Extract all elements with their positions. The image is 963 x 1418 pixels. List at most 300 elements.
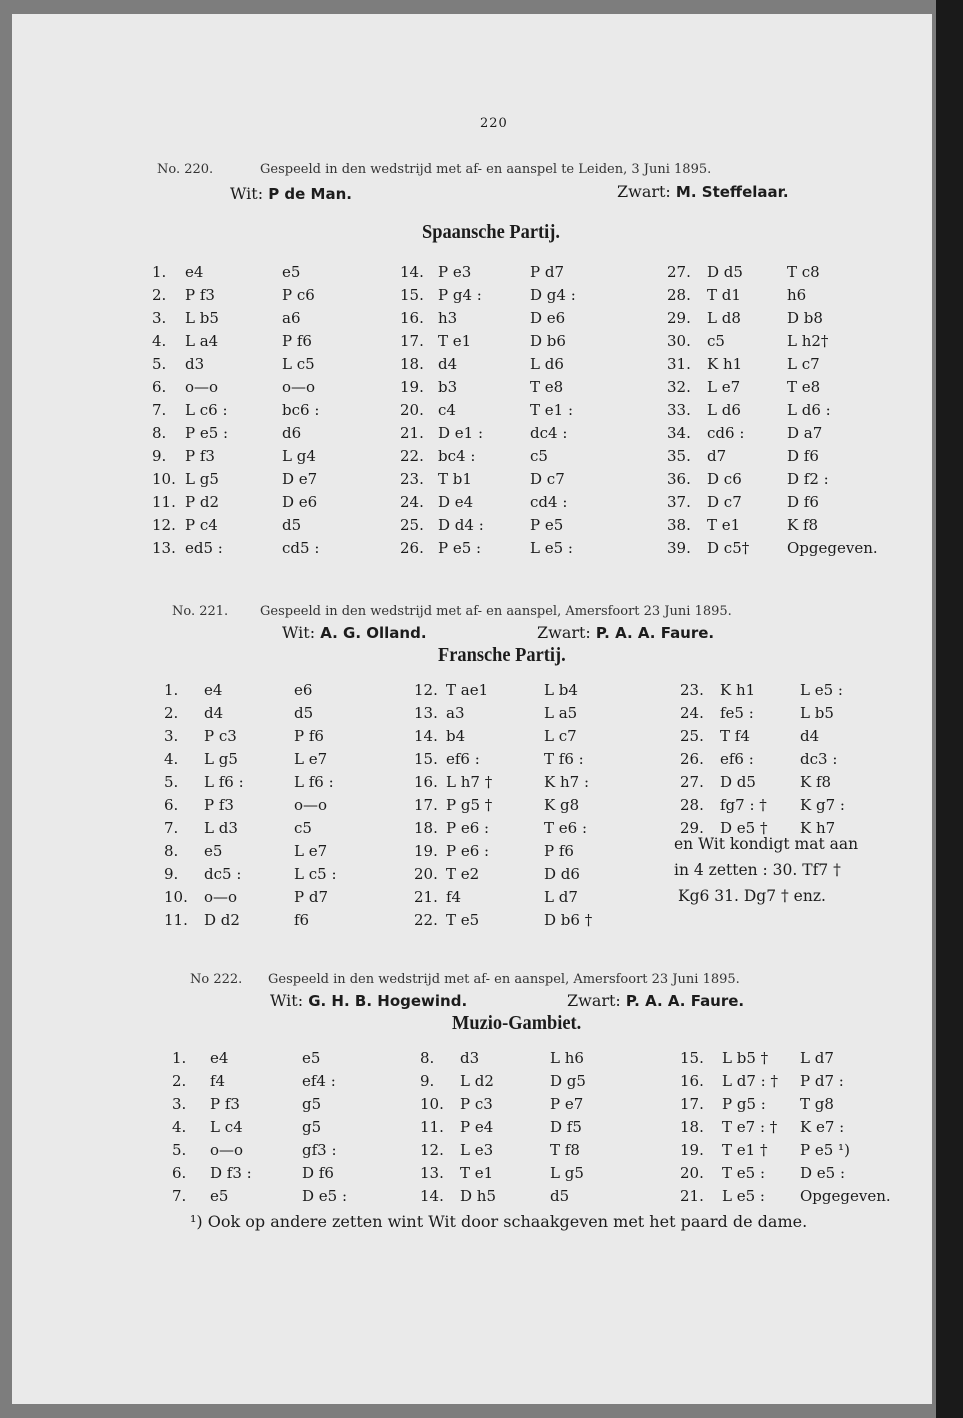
move-row	[414, 794, 644, 817]
game-number: No. 221.	[172, 604, 229, 619]
white-label: Wit:	[282, 623, 316, 642]
move-row	[680, 1070, 910, 1093]
game-number: No. 220.	[157, 162, 214, 177]
black-move: L a5	[544, 704, 578, 722]
move-row	[420, 1116, 650, 1139]
black-move: cd4 :	[530, 493, 568, 511]
black-move: d5	[294, 704, 314, 722]
move-row	[172, 1116, 402, 1139]
move-row	[152, 261, 382, 284]
white-move: e5	[210, 1187, 229, 1205]
move-row	[414, 863, 644, 886]
move-number: 19.	[414, 842, 438, 860]
white-move: a3	[446, 704, 465, 722]
white-move: f4	[210, 1072, 226, 1090]
black-move: L c5	[282, 355, 315, 373]
move-row	[152, 399, 382, 422]
move-number: 6.	[172, 1164, 187, 1182]
move-row	[680, 1185, 910, 1208]
move-row	[164, 725, 394, 748]
white-move: ed5 :	[185, 539, 223, 557]
white-move: P f3	[204, 796, 234, 814]
black-name: P. A. A. Faure.	[595, 624, 715, 642]
white-move: L d7 : †	[722, 1072, 778, 1090]
opening-title: Fransche Partij.	[438, 644, 566, 666]
black-player	[567, 991, 744, 1010]
move-number: 3.	[164, 727, 179, 745]
move-row	[400, 376, 630, 399]
black-move: L e5 :	[530, 539, 573, 557]
move-row	[400, 284, 630, 307]
white-move: o—o	[204, 888, 238, 906]
move-number: 2.	[164, 704, 179, 722]
move-number: 22.	[400, 447, 424, 465]
white-move: L c4	[210, 1118, 243, 1136]
move-number: 19.	[680, 1141, 704, 1159]
white-move: L d6	[707, 401, 741, 419]
move-row	[667, 353, 897, 376]
black-move: L c7	[544, 727, 577, 745]
move-number: 16.	[680, 1072, 704, 1090]
move-number: 22.	[414, 911, 438, 929]
move-row	[680, 725, 910, 748]
black-move: K f8	[800, 773, 832, 791]
white-move: d7	[707, 447, 727, 465]
white-move: P e6 :	[446, 819, 490, 837]
move-number: 3.	[172, 1095, 187, 1113]
move-number: 35.	[667, 447, 691, 465]
move-number: 26.	[680, 750, 704, 768]
move-number: 16.	[400, 309, 424, 327]
black-move: D c7	[530, 470, 565, 488]
move-number: 14.	[414, 727, 438, 745]
move-row	[172, 1093, 402, 1116]
black-move: L c7	[787, 355, 820, 373]
white-move: T e7 : †	[722, 1118, 778, 1136]
white-move: P g5 †	[446, 796, 493, 814]
move-row	[667, 376, 897, 399]
move-number: 1.	[164, 681, 179, 699]
white-move: L b5	[185, 309, 219, 327]
black-move: D g5	[550, 1072, 586, 1090]
white-move: P e3	[438, 263, 472, 281]
book-page	[12, 14, 932, 1404]
white-move: h3	[438, 309, 458, 327]
black-move: T e8	[530, 378, 564, 396]
black-move: o—o	[294, 796, 328, 814]
white-move: D e4	[438, 493, 474, 511]
move-number: 6.	[152, 378, 167, 396]
move-number: 23.	[400, 470, 424, 488]
move-row	[420, 1162, 650, 1185]
black-move: P c6	[282, 286, 315, 304]
white-move: T e1 †	[722, 1141, 768, 1159]
black-move: P d7 :	[800, 1072, 844, 1090]
move-number: 27.	[667, 263, 691, 281]
move-number: 15.	[414, 750, 438, 768]
white-move: T f4	[720, 727, 750, 745]
move-row	[414, 840, 644, 863]
white-move: o—o	[185, 378, 219, 396]
move-number: 25.	[680, 727, 704, 745]
black-player	[617, 182, 789, 201]
continuation-line: en Wit kondigt mat aan	[674, 835, 859, 853]
white-move: d4	[438, 355, 458, 373]
move-row	[400, 353, 630, 376]
black-move: K f8	[787, 516, 819, 534]
move-row	[164, 817, 394, 840]
black-move: T g8	[800, 1095, 834, 1113]
move-number: 37.	[667, 493, 691, 511]
move-number: 11.	[152, 493, 176, 511]
white-move: L d3	[204, 819, 238, 837]
white-move: c4	[438, 401, 456, 419]
white-move: K h1	[707, 355, 743, 373]
white-move: D h5	[460, 1187, 496, 1205]
move-row	[414, 748, 644, 771]
move-row	[400, 422, 630, 445]
move-row	[414, 886, 644, 909]
move-row	[667, 445, 897, 468]
black-move: D g4 :	[530, 286, 576, 304]
move-number: 20.	[414, 865, 438, 883]
move-row	[400, 261, 630, 284]
white-move: D e5 †	[720, 819, 768, 837]
black-move: T f8	[550, 1141, 580, 1159]
black-move: T f6 :	[544, 750, 584, 768]
move-number: 18.	[414, 819, 438, 837]
white-move: T e5	[446, 911, 480, 929]
move-row	[680, 1116, 910, 1139]
move-number: 32.	[667, 378, 691, 396]
white-move: D f3 :	[210, 1164, 252, 1182]
move-row	[414, 909, 644, 932]
move-number: 10.	[420, 1095, 444, 1113]
game-info: Gespeeld in den wedstrijd met af- en aanspel te Leiden, 3 Juni 1895.	[260, 162, 712, 177]
move-row	[400, 399, 630, 422]
move-number: 9.	[164, 865, 179, 883]
move-row	[152, 537, 382, 560]
white-move: L c6 :	[185, 401, 228, 419]
move-row	[152, 376, 382, 399]
move-row	[680, 771, 910, 794]
move-number: 20.	[400, 401, 424, 419]
black-move: ef4 :	[302, 1072, 336, 1090]
move-row	[667, 468, 897, 491]
white-move: T e1	[707, 516, 741, 534]
move-row	[667, 330, 897, 353]
book-spine	[936, 0, 963, 1418]
black-move: D f5	[550, 1118, 582, 1136]
move-row	[152, 307, 382, 330]
move-number: 11.	[420, 1118, 444, 1136]
move-number: 21.	[680, 1187, 704, 1205]
white-move: d3	[185, 355, 205, 373]
white-move: P f3	[210, 1095, 240, 1113]
black-move: e6	[294, 681, 313, 699]
black-move: L e7	[294, 750, 328, 768]
white-move: T e1	[460, 1164, 494, 1182]
white-move: D d5	[707, 263, 743, 281]
white-move: ef6 :	[720, 750, 754, 768]
white-move: D c7	[707, 493, 742, 511]
white-move: T d1	[707, 286, 741, 304]
move-row	[152, 445, 382, 468]
black-move: L d6 :	[787, 401, 831, 419]
black-move: L f6 :	[294, 773, 334, 791]
move-number: 5.	[152, 355, 167, 373]
move-row	[680, 1047, 910, 1070]
move-number: 19.	[400, 378, 424, 396]
black-move: d6	[282, 424, 302, 442]
black-move: K e7 :	[800, 1118, 845, 1136]
white-move: fe5 :	[720, 704, 754, 722]
move-number: 3.	[152, 309, 167, 327]
move-row	[667, 399, 897, 422]
move-number: 7.	[152, 401, 167, 419]
white-move: e4	[210, 1049, 229, 1067]
move-number: 6.	[164, 796, 179, 814]
page-number: 220	[480, 116, 508, 131]
black-move: o—o	[282, 378, 316, 396]
black-move: L e7	[294, 842, 328, 860]
move-number: 8.	[164, 842, 179, 860]
move-number: 14.	[420, 1187, 444, 1205]
move-row	[420, 1093, 650, 1116]
move-row	[667, 537, 897, 560]
move-row	[414, 702, 644, 725]
move-number: 11.	[164, 911, 188, 929]
move-row	[172, 1139, 402, 1162]
move-number: 30.	[667, 332, 691, 350]
black-move: D e6	[282, 493, 318, 511]
white-move: K h1	[720, 681, 756, 699]
black-move: L d7	[800, 1049, 834, 1067]
move-number: 4.	[172, 1118, 187, 1136]
black-move: D f2 :	[787, 470, 829, 488]
move-number: 21.	[400, 424, 424, 442]
move-number: 1.	[152, 263, 167, 281]
black-move: d5	[282, 516, 302, 534]
move-number: 12.	[152, 516, 176, 534]
black-move: Opgegeven.	[787, 539, 878, 557]
black-move: L g4	[282, 447, 316, 465]
move-number: 25.	[400, 516, 424, 534]
move-row	[152, 468, 382, 491]
move-row	[414, 771, 644, 794]
white-move: D d2	[204, 911, 240, 929]
game-info: Gespeeld in den wedstrijd met af- en aanspel, Amersfoort 23 Juni 1895.	[260, 604, 732, 619]
black-move: P f6	[294, 727, 324, 745]
continuation-line: Kg6 31. Dg7 † enz.	[678, 887, 826, 905]
move-row	[680, 702, 910, 725]
move-row	[420, 1139, 650, 1162]
white-move: P d2	[185, 493, 220, 511]
move-number: 7.	[164, 819, 179, 837]
black-move: P e5 ¹)	[800, 1141, 850, 1159]
move-number: 10.	[152, 470, 176, 488]
move-row	[152, 422, 382, 445]
white-move: P e6 :	[446, 842, 490, 860]
move-number: 2.	[172, 1072, 187, 1090]
move-row	[400, 307, 630, 330]
move-row	[152, 353, 382, 376]
black-move: d5	[550, 1187, 570, 1205]
white-move: P c3	[460, 1095, 493, 1113]
white-label: Wit:	[270, 991, 304, 1010]
move-row	[172, 1047, 402, 1070]
move-row	[400, 491, 630, 514]
white-move: D e1 :	[438, 424, 484, 442]
opening-title: Muzio-Gambiet.	[452, 1012, 582, 1034]
white-player	[270, 991, 467, 1010]
white-player	[230, 184, 352, 203]
white-move: c5	[707, 332, 725, 350]
white-move: d3	[460, 1049, 480, 1067]
white-move: L b5 †	[722, 1049, 769, 1067]
black-move: D b6 †	[544, 911, 593, 929]
game-info: Gespeeld in den wedstrijd met af- en aanspel, Amersfoort 23 Juni 1895.	[268, 972, 740, 987]
white-move: d4	[204, 704, 224, 722]
black-move: L h6	[550, 1049, 584, 1067]
white-move: P f3	[185, 447, 215, 465]
move-number: 9.	[420, 1072, 435, 1090]
move-number: 29.	[667, 309, 691, 327]
white-move: L e7	[707, 378, 741, 396]
white-move: ef6 :	[446, 750, 480, 768]
move-row	[420, 1047, 650, 1070]
move-number: 23.	[680, 681, 704, 699]
white-move: P f3	[185, 286, 215, 304]
black-move: P e5	[530, 516, 564, 534]
white-move: T ae1	[446, 681, 489, 699]
black-move: L c5 :	[294, 865, 337, 883]
move-row	[164, 748, 394, 771]
game-number: No 222.	[190, 972, 243, 987]
move-number: 12.	[420, 1141, 444, 1159]
white-move: L g5	[185, 470, 219, 488]
move-row	[172, 1185, 402, 1208]
opening-title: Spaansche Partij.	[422, 221, 560, 243]
move-row	[164, 794, 394, 817]
black-move: g5	[302, 1118, 322, 1136]
move-row	[164, 909, 394, 932]
white-move: P c3	[204, 727, 237, 745]
black-move: h6	[787, 286, 807, 304]
move-row	[152, 330, 382, 353]
move-number: 12.	[414, 681, 438, 699]
move-number: 14.	[400, 263, 424, 281]
move-number: 13.	[414, 704, 438, 722]
move-row	[164, 863, 394, 886]
move-row	[152, 514, 382, 537]
move-number: 34.	[667, 424, 691, 442]
white-move: L a4	[185, 332, 219, 350]
move-row	[400, 445, 630, 468]
move-number: 17.	[680, 1095, 704, 1113]
black-move: K g7 :	[800, 796, 845, 814]
move-number: 31.	[667, 355, 691, 373]
black-move: c5	[530, 447, 548, 465]
move-number: 10.	[164, 888, 188, 906]
move-number: 17.	[414, 796, 438, 814]
black-move: K g8	[544, 796, 580, 814]
black-move: D b8	[787, 309, 823, 327]
white-name: P de Man.	[268, 185, 352, 203]
black-move: g5	[302, 1095, 322, 1113]
white-move: P c4	[185, 516, 218, 534]
black-move: a6	[282, 309, 301, 327]
white-move: D d5	[720, 773, 756, 791]
black-move: dc4 :	[530, 424, 568, 442]
black-move: c5	[294, 819, 312, 837]
white-label: Wit:	[230, 184, 264, 203]
black-move: D e7	[282, 470, 318, 488]
black-move: L b4	[544, 681, 578, 699]
black-move: L d7	[544, 888, 578, 906]
move-number: 17.	[400, 332, 424, 350]
move-number: 7.	[172, 1187, 187, 1205]
move-row	[680, 1139, 910, 1162]
white-move: e5	[204, 842, 223, 860]
white-move: P e5 :	[185, 424, 229, 442]
white-move: b4	[446, 727, 466, 745]
black-move: T e8	[787, 378, 821, 396]
move-number: 4.	[152, 332, 167, 350]
move-row	[667, 307, 897, 330]
black-move: P e7	[550, 1095, 584, 1113]
black-move: T e1 :	[530, 401, 574, 419]
black-move: P d7	[530, 263, 565, 281]
white-move: e4	[204, 681, 223, 699]
white-move: T b1	[438, 470, 472, 488]
move-number: 1.	[172, 1049, 187, 1067]
black-move: L b5	[800, 704, 834, 722]
black-player	[537, 623, 714, 642]
black-label: Zwart:	[567, 991, 621, 1010]
move-row	[152, 491, 382, 514]
white-move: o—o	[210, 1141, 244, 1159]
move-row	[680, 1162, 910, 1185]
black-move: P f6	[544, 842, 574, 860]
move-row	[164, 679, 394, 702]
continuation-line: in 4 zetten : 30. Tf7 †	[674, 861, 841, 879]
move-row	[667, 284, 897, 307]
black-move: T c8	[787, 263, 820, 281]
black-move: D e5 :	[800, 1164, 846, 1182]
white-move: P e4	[460, 1118, 494, 1136]
move-number: 5.	[164, 773, 179, 791]
move-row	[172, 1070, 402, 1093]
move-row	[420, 1070, 650, 1093]
move-row	[667, 261, 897, 284]
move-number: 20.	[680, 1164, 704, 1182]
white-move: T e1	[438, 332, 472, 350]
black-move: T e6 :	[544, 819, 588, 837]
black-move: P d7	[294, 888, 329, 906]
white-move: cd6 :	[707, 424, 745, 442]
black-move: e5	[302, 1049, 321, 1067]
move-row	[680, 679, 910, 702]
move-row	[414, 725, 644, 748]
white-move: f4	[446, 888, 462, 906]
white-move: L h7 †	[446, 773, 493, 791]
move-number: 21.	[414, 888, 438, 906]
move-row	[667, 422, 897, 445]
move-number: 38.	[667, 516, 691, 534]
move-row	[164, 840, 394, 863]
white-player	[282, 623, 427, 642]
